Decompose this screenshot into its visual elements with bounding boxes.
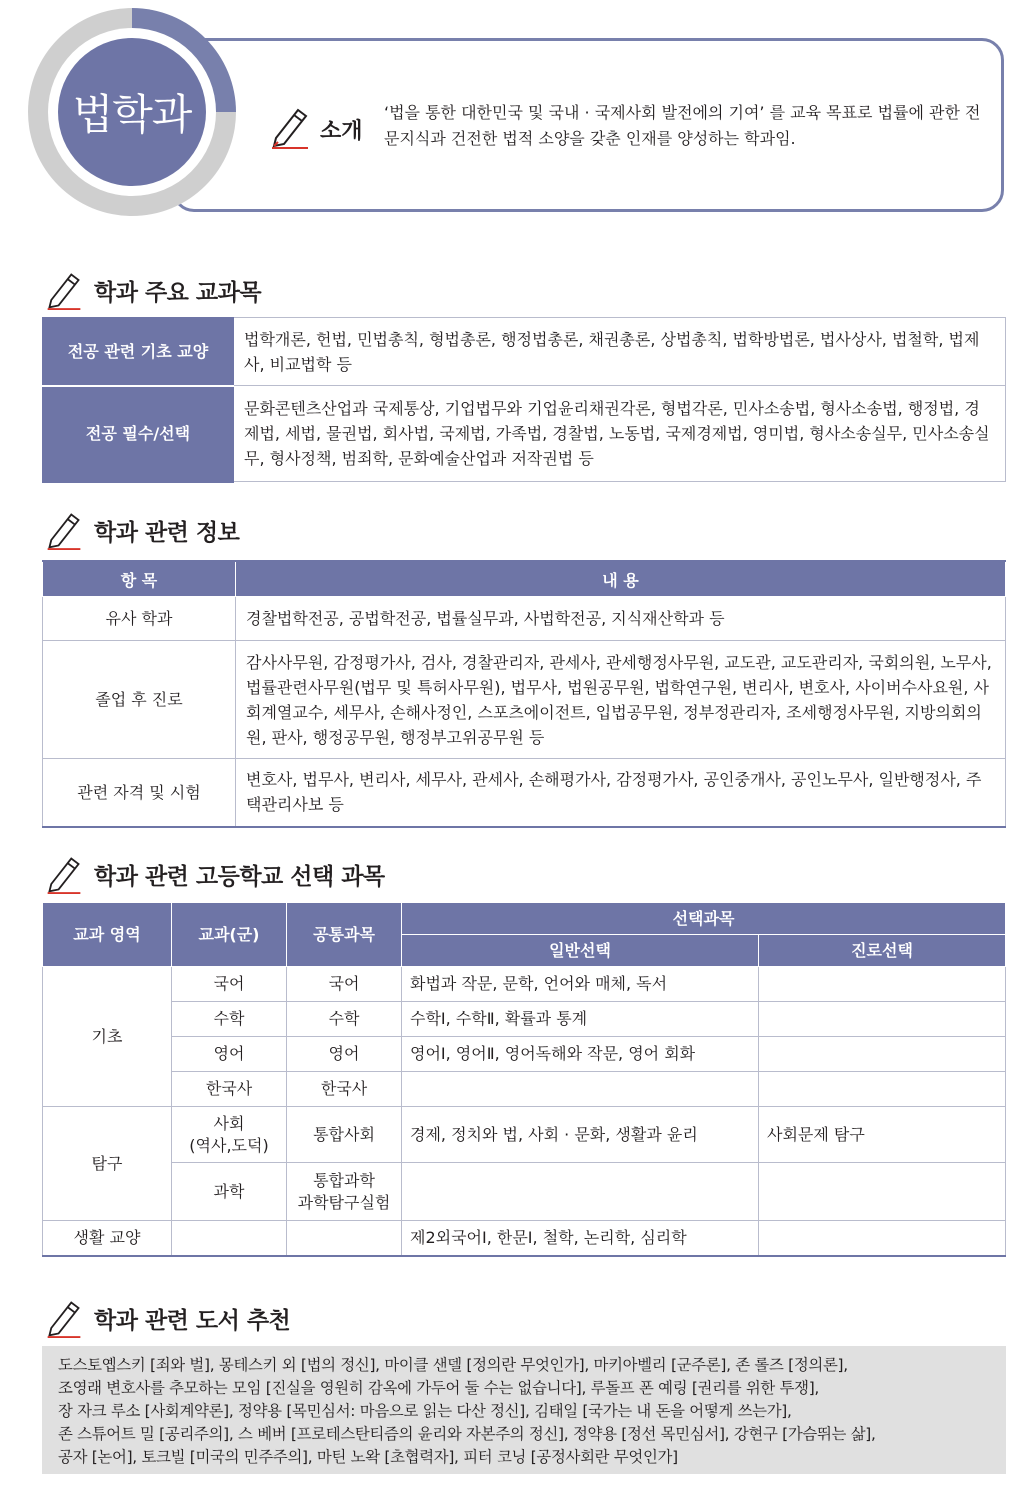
header-general: 일반선택 <box>402 935 759 967</box>
area-cell: 탐구 <box>43 1107 172 1221</box>
common-cell: 영어 <box>287 1037 402 1072</box>
table-row <box>43 759 1006 827</box>
section-title-text: 학과 주요 교과목 <box>94 279 262 306</box>
pencil-icon <box>268 104 312 150</box>
courses-table <box>42 317 1006 483</box>
group-cell: 영어 <box>172 1037 287 1072</box>
table-row <box>43 641 1006 759</box>
header-group: 교과(군) <box>172 903 287 967</box>
row-content: 변호사, 법무사, 변리사, 세무사, 관세사, 손해평가사, 감정평가사, 공인중개사, 공인노무사, 일반행정사, 주택관리사보 등 <box>236 759 1006 827</box>
department-badge <box>28 8 236 216</box>
general-cell <box>402 1163 759 1221</box>
row-content: 법학개론, 헌법, 민법총칙, 형법총론, 행정법총론, 채권총론, 상법총칙, 법학방법론, 법사상사, 법철학, 법제사, 비교법학 등 <box>234 318 1006 386</box>
section-courses-title <box>44 268 261 312</box>
area-cell: 생활 교양 <box>43 1221 172 1257</box>
common-cell: 통합사회 <box>287 1107 402 1163</box>
table-row <box>43 1037 1006 1072</box>
header-common: 공통과목 <box>287 903 402 967</box>
row-label: 졸업 후 진로 <box>43 641 236 759</box>
common-cell <box>287 1221 402 1257</box>
section-books-title <box>44 1296 290 1340</box>
header-item: 항 목 <box>43 561 236 597</box>
section-title-text: 학과 관련 도서 추천 <box>94 1307 291 1334</box>
general-cell: 수학Ⅰ, 수학Ⅱ, 확률과 통계 <box>402 1002 759 1037</box>
table-row <box>43 967 1006 1002</box>
header-elective: 선택과목 <box>402 903 1006 935</box>
department-title: 법학과 <box>58 38 206 186</box>
career-cell <box>759 1163 1006 1221</box>
table-row <box>43 1107 1006 1163</box>
group-cell: 한국사 <box>172 1072 287 1107</box>
table-row <box>43 318 1006 386</box>
common-cell: 국어 <box>287 967 402 1002</box>
pencil-icon <box>44 269 84 311</box>
section-subjects-title <box>44 852 385 896</box>
book-line: 장 자크 루소 [사회계약론], 정약용 [목민심서: 마음으로 읽는 다산 정신], 김태일 [국가는 내 돈을 어떻게 쓰는가], <box>58 1402 792 1420</box>
pencil-icon <box>44 853 84 895</box>
table-row <box>43 386 1006 482</box>
book-line: 공자 [논어], 토크빌 [미국의 민주주의], 마틴 노왁 [초협력자], 피터 코닝 [공정사회란 무엇인가] <box>58 1448 678 1466</box>
section-title-text: 학과 관련 고등학교 선택 과목 <box>94 863 385 890</box>
general-cell: 화법과 작문, 문학, 언어와 매체, 독서 <box>402 967 759 1002</box>
general-cell: 경제, 정치와 법, 사회 · 문화, 생활과 윤리 <box>402 1107 759 1163</box>
row-content: 경찰법학전공, 공법학전공, 법률실무과, 사법학전공, 지식재산학과 등 <box>236 597 1006 641</box>
career-cell <box>759 1221 1006 1257</box>
career-cell <box>759 1037 1006 1072</box>
general-cell: 영어Ⅰ, 영어Ⅱ, 영어독해와 작문, 영어 회화 <box>402 1037 759 1072</box>
career-cell <box>759 1072 1006 1107</box>
section-info-title <box>44 508 239 552</box>
common-cell: 수학 <box>287 1002 402 1037</box>
table-row <box>43 1221 1006 1257</box>
pencil-icon <box>44 509 84 551</box>
group-cell: 과학 <box>172 1163 287 1221</box>
section-title-text: 학과 관련 정보 <box>94 519 240 546</box>
common-cell: 한국사 <box>287 1072 402 1107</box>
row-content: 감사사무원, 감정평가사, 검사, 경찰관리자, 관세사, 관세행정사무원, 교도관, 교도관리자, 국회의원, 노무사, 법률관련사무원(법무 및 특허사무원), 법무사, 법원공무원, 법학연구원, 변리사, 변호사, 사이버수사요원, 사회계열교수, 세무사, 손해사정인, 스포츠에이전트, 입법공무원, 정부정관리자, 조세행정사무원, 지방의회의원, 판사, 행정공무원, 행정부고위공무원 등 <box>236 641 1006 759</box>
header-content: 내 용 <box>236 561 1006 597</box>
intro-label: 소개 <box>320 119 363 144</box>
table-row <box>43 1002 1006 1037</box>
career-cell <box>759 1002 1006 1037</box>
area-cell: 기초 <box>43 967 172 1107</box>
table-header-row <box>43 903 1006 935</box>
table-row <box>43 1072 1006 1107</box>
pencil-icon <box>44 1297 84 1339</box>
header-area: 교과 영역 <box>43 903 172 967</box>
book-list <box>42 1346 1006 1474</box>
book-line: 도스토옙스키 [죄와 벌], 몽테스키 외 [법의 정신], 마이클 샌델 [정의란 무엇인가], 마키아벨리 [군주론], 존 롤즈 [정의론], <box>58 1356 848 1374</box>
group-cell: 사회 (역사,도덕) <box>172 1107 287 1163</box>
career-cell: 사회문제 탐구 <box>759 1107 1006 1163</box>
info-table <box>42 560 1006 828</box>
header-career: 진로선택 <box>759 935 1006 967</box>
group-cell <box>172 1221 287 1257</box>
row-label: 유사 학과 <box>43 597 236 641</box>
table-row <box>43 1163 1006 1221</box>
general-cell: 제2외국어Ⅰ, 한문Ⅰ, 철학, 논리학, 심리학 <box>402 1221 759 1257</box>
subjects-table <box>42 902 1006 1257</box>
common-cell: 통합과학 과학탐구실험 <box>287 1163 402 1221</box>
table-row <box>43 597 1006 641</box>
row-label: 관련 자격 및 시험 <box>43 759 236 827</box>
row-label: 전공 필수/선택 <box>43 386 234 482</box>
row-content: 문화콘텐츠산업과 국제통상, 기업법무와 기업윤리채권각론, 형법각론, 민사소송법, 형사소송법, 행정법, 경제법, 세법, 물권법, 회사법, 국제법, 가족법, 경찰법, 노동법, 국제경제법, 영미법, 형사소송실무, 민사소송실무, 형사정책, 범죄학, 문화예술산업과 저작권법 등 <box>234 386 1006 482</box>
career-cell <box>759 967 1006 1002</box>
group-cell: 수학 <box>172 1002 287 1037</box>
general-cell <box>402 1072 759 1107</box>
table-header-row <box>43 561 1006 597</box>
book-line: 존 스튜어트 밀 [공리주의], 스 베버 [프로테스탄티즘의 윤리와 자본주의 정신], 정약용 [정선 목민심서], 강현구 [가슴뛰는 삶], <box>58 1425 876 1443</box>
book-line: 조영래 변호사를 추모하는 모임 [진실을 영원히 감옥에 가두어 둘 수는 없습니다], 루돌프 폰 예링 [권리를 위한 투쟁], <box>58 1379 820 1397</box>
group-cell: 국어 <box>172 967 287 1002</box>
intro-text: ‘법을 통한 대한민국 및 국내 · 국제사회 발전에의 기여’ 를 교육 목표로 법률에 관한 전문지식과 건전한 법적 소양을 갖춘 인재를 양성하는 학과임. <box>384 103 981 148</box>
row-label: 전공 관련 기초 교양 <box>43 318 234 386</box>
